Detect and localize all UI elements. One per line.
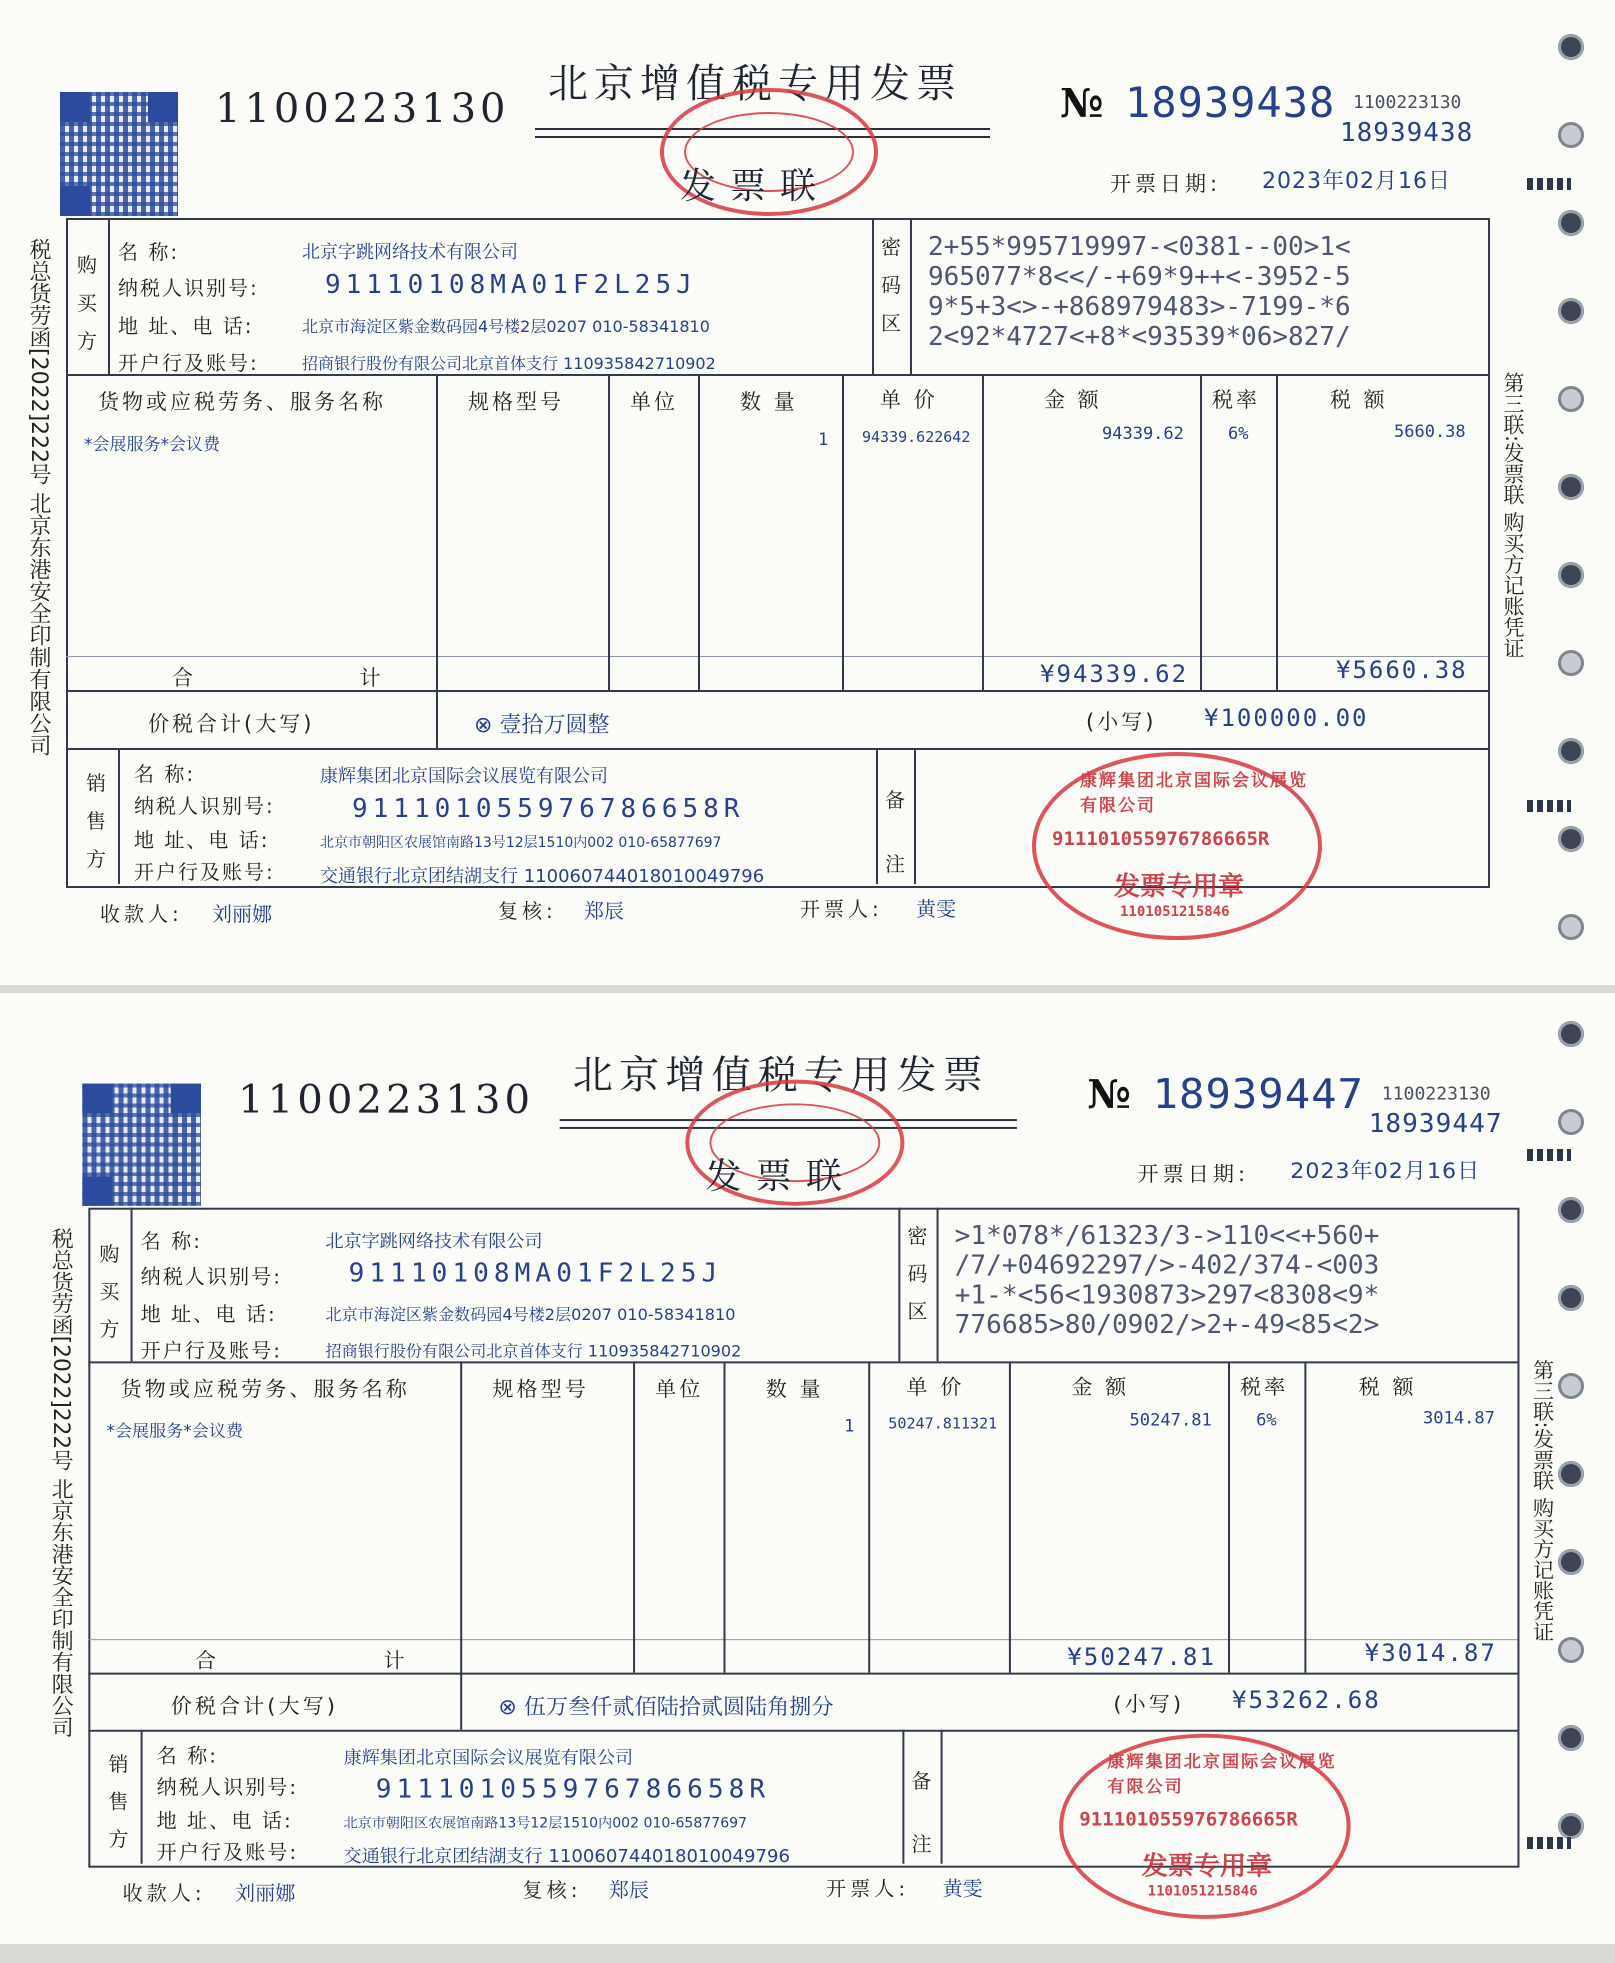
col-divider bbox=[982, 374, 984, 690]
col-header-spec: 规格型号 bbox=[492, 1377, 589, 1401]
cipher-section-label: 密码区 bbox=[881, 235, 901, 335]
invoice-2 bbox=[22, 993, 1615, 1963]
number-mark: № bbox=[1087, 1071, 1132, 1119]
seller-name: 康辉集团北京国际会议展览有限公司 bbox=[320, 766, 608, 787]
col-header-amount: 金 额 bbox=[1044, 388, 1102, 412]
payee-label: 收款人: bbox=[100, 902, 183, 926]
qr-code-icon bbox=[60, 92, 178, 216]
invoice-code: 1100223130 bbox=[238, 1077, 535, 1124]
col-divider bbox=[910, 218, 912, 374]
date-label: 开票日期: bbox=[1137, 1162, 1250, 1187]
total-small: ¥100000.00 bbox=[1204, 704, 1369, 732]
invoice-subtitle: 发票联 bbox=[705, 1156, 857, 1197]
item-tax-rate: 6% bbox=[1256, 1410, 1277, 1431]
item-qty: 1 bbox=[818, 430, 829, 450]
seal-bottom-code: 1101051215846 bbox=[1147, 1883, 1258, 1900]
cipher-text: 2+55*995719997-<0381--00>1< 965077*8<</-+69*9++<-3952-5 9*5+3<>-+868979483>-7199-*6 2<92*4727<+8*<93539*06>827/ bbox=[928, 232, 1351, 352]
seal-company-name: 康辉集团北京国际会议展览有限公司 bbox=[1107, 1752, 1337, 1797]
issue-date: 2023年02月16日 bbox=[1262, 169, 1451, 194]
col-divider bbox=[1304, 1361, 1306, 1672]
printer-note: 税总货劳函[2022]222号 北京东港安全印制有限公司 bbox=[48, 1227, 74, 1738]
buyer-section-label: 购买方 bbox=[99, 1242, 120, 1341]
col-divider bbox=[698, 374, 700, 690]
side-invoice-code: 1100223130 bbox=[1353, 92, 1462, 113]
cipher-text: >1*078*/61323/3->110<<+560+ /7/+04692297/>-402/374-<003 +1-*<56<1930873>297<8308<9* 776685>80/0902/>2+-49<85<2> bbox=[954, 1221, 1380, 1340]
buyer-bank-label: 开户行及账号: bbox=[118, 351, 259, 375]
buyer-bank-account: 招商银行股份有限公司北京首体支行 110935842710902 bbox=[302, 354, 716, 373]
seller-bank-account: 交通银行北京团结湖支行 110060744018010049796 bbox=[320, 866, 765, 887]
row-divider bbox=[66, 374, 1488, 376]
seller-address-label: 地 址、电 话: bbox=[134, 828, 270, 852]
col-divider bbox=[436, 690, 438, 748]
row-divider bbox=[88, 1639, 1517, 1640]
col-header-qty: 数 量 bbox=[740, 390, 798, 414]
buyer-tax-id: 91110108MA01F2L25J bbox=[348, 1258, 723, 1289]
number-mark: № bbox=[1060, 80, 1104, 127]
col-divider bbox=[1009, 1361, 1011, 1672]
col-divider bbox=[1228, 1361, 1230, 1672]
col-header-tax: 税 额 bbox=[1330, 388, 1388, 412]
col-header-spec: 规格型号 bbox=[468, 390, 564, 414]
item-tax-amount: 3014.87 bbox=[1422, 1408, 1495, 1429]
buyer-name-label: 名 称: bbox=[118, 240, 180, 264]
col-divider bbox=[1276, 374, 1278, 690]
row-divider bbox=[88, 1361, 1517, 1363]
invoice-number: 18939438 bbox=[1125, 78, 1336, 127]
row-divider bbox=[88, 1730, 1517, 1732]
total-label: 合 计 bbox=[172, 666, 461, 690]
words-label: 价税合计(大写) bbox=[170, 1694, 338, 1718]
buyer-taxid-label: 纳税人识别号: bbox=[140, 1264, 283, 1289]
seller-bank-account: 交通银行北京团结湖支行 110060744018010049796 bbox=[343, 1846, 791, 1867]
item-unit-price: 94339.622642 bbox=[862, 428, 971, 446]
total-words-text: 壹拾万圆整 bbox=[499, 713, 610, 738]
drawer-label: 开票人: bbox=[826, 1876, 910, 1901]
payee: 刘丽娜 bbox=[212, 902, 272, 926]
words-label: 价税合计(大写) bbox=[148, 712, 315, 736]
row-divider bbox=[66, 656, 1488, 657]
total-words: ⊗ 壹拾万圆整 bbox=[474, 713, 610, 738]
col-divider bbox=[914, 748, 916, 884]
drawer: 黄雯 bbox=[916, 897, 956, 921]
seller-name-label: 名 称: bbox=[134, 762, 196, 786]
seal-company-name: 康辉集团北京国际会议展览有限公司 bbox=[1080, 771, 1308, 816]
company-invoice-seal bbox=[1059, 1734, 1350, 1919]
total-tax: ¥5660.38 bbox=[1336, 656, 1468, 684]
invoice-code: 1100223130 bbox=[215, 86, 510, 132]
item-tax-amount: 5660.38 bbox=[1394, 422, 1466, 442]
buyer-bank-account: 招商银行股份有限公司北京首体支行 110935842710902 bbox=[325, 1341, 742, 1361]
col-divider bbox=[723, 1361, 725, 1672]
remarks-label: 备注 bbox=[885, 788, 905, 876]
col-divider bbox=[608, 374, 610, 690]
buyer-tax-id: 91110108MA01F2L25J bbox=[325, 270, 697, 300]
col-divider bbox=[842, 374, 844, 690]
seller-address-label: 地 址、电 话: bbox=[156, 1808, 293, 1833]
seal-label: 发票专用章 bbox=[1114, 872, 1245, 902]
col-divider bbox=[902, 1730, 904, 1864]
seller-address-phone: 北京市朝阳区农展馆南路13号12层1510内002 010-65877697 bbox=[320, 835, 722, 851]
col-divider bbox=[876, 748, 878, 884]
reviewer-label: 复核: bbox=[522, 1878, 582, 1903]
invoice-title: 北京增值税专用发票 bbox=[572, 1053, 989, 1099]
total-label: 合 计 bbox=[194, 1649, 485, 1673]
buyer-address-phone: 北京市海淀区紫金数码园4号楼2层0207 010-58341810 bbox=[302, 317, 710, 336]
small-label: (小写) bbox=[1113, 1692, 1185, 1716]
seller-name-label: 名 称: bbox=[156, 1743, 219, 1768]
buyer-name: 北京字跳网络技术有限公司 bbox=[302, 242, 518, 263]
invoice-number: 18939447 bbox=[1152, 1069, 1364, 1119]
col-divider bbox=[1200, 374, 1202, 690]
col-divider bbox=[460, 1673, 462, 1730]
total-amount: ¥50247.81 bbox=[1067, 1643, 1216, 1671]
seal-bottom-code: 1101051215846 bbox=[1120, 904, 1230, 920]
seller-taxid-label: 纳税人识别号: bbox=[156, 1775, 299, 1799]
seal-tax-id: 911101055976786665R bbox=[1079, 1808, 1298, 1831]
col-divider bbox=[937, 1208, 939, 1362]
reviewer: 郑辰 bbox=[584, 899, 624, 923]
col-divider bbox=[633, 1361, 635, 1672]
seller-tax-id: 911101055976786658R bbox=[375, 1775, 771, 1805]
col-divider bbox=[941, 1730, 943, 1864]
seal-label: 发票专用章 bbox=[1141, 1851, 1273, 1882]
col-divider bbox=[460, 1361, 462, 1672]
total-tax: ¥3014.87 bbox=[1364, 1639, 1497, 1667]
payee: 刘丽娜 bbox=[235, 1881, 296, 1906]
buyer-taxid-label: 纳税人识别号: bbox=[118, 276, 259, 300]
drawer-label: 开票人: bbox=[800, 897, 883, 921]
total-small: ¥53262.68 bbox=[1232, 1686, 1381, 1715]
total-words: ⊗ 伍万叁仟贰佰陆拾贰圆陆角捌分 bbox=[498, 1695, 834, 1720]
cipher-section-label: 密码区 bbox=[907, 1224, 928, 1323]
item-name: *会展服务*会议费 bbox=[106, 1421, 244, 1442]
item-unit-price: 50247.811321 bbox=[888, 1414, 998, 1433]
company-invoice-seal bbox=[1032, 752, 1322, 940]
seller-tax-id: 911101055976786658R bbox=[352, 794, 745, 824]
remarks-label: 备注 bbox=[911, 1769, 932, 1856]
buyer-address-phone: 北京市海淀区紫金数码园4号楼2层0207 010-58341810 bbox=[325, 1305, 736, 1324]
col-header-qty: 数 量 bbox=[765, 1377, 824, 1401]
col-divider bbox=[108, 218, 110, 374]
side-invoice-code: 1100223130 bbox=[1381, 1083, 1491, 1105]
small-label: (小写) bbox=[1086, 710, 1157, 734]
buyer-bank-label: 开户行及账号: bbox=[140, 1338, 283, 1363]
row-divider bbox=[66, 748, 1488, 750]
payee-label: 收款人: bbox=[122, 1881, 206, 1906]
col-divider bbox=[898, 1208, 900, 1362]
col-header-name: 货物或应税劳务、服务名称 bbox=[120, 1377, 410, 1401]
col-header-tax: 税 额 bbox=[1358, 1375, 1417, 1399]
col-header-rate: 税率 bbox=[1240, 1375, 1289, 1399]
seller-section-label: 销售方 bbox=[86, 771, 106, 871]
seller-taxid-label: 纳税人识别号: bbox=[134, 794, 275, 818]
invoice-subtitle: 发票联 bbox=[680, 166, 831, 207]
seller-section-label: 销售方 bbox=[108, 1752, 129, 1851]
col-divider bbox=[131, 1208, 133, 1362]
col-header-unit: 单位 bbox=[630, 390, 678, 414]
seller-bank-label: 开户行及账号: bbox=[134, 860, 275, 884]
col-divider bbox=[868, 1361, 870, 1672]
item-name: *会展服务*会议费 bbox=[84, 435, 220, 455]
reviewer-label: 复核: bbox=[498, 899, 557, 923]
item-tax-rate: 6% bbox=[1228, 424, 1249, 444]
col-header-rate: 税率 bbox=[1212, 388, 1260, 412]
item-qty: 1 bbox=[844, 1416, 855, 1437]
seal-tax-id: 911101055976786665R bbox=[1052, 828, 1270, 850]
col-header-amount: 金 额 bbox=[1071, 1375, 1130, 1399]
seller-bank-label: 开户行及账号: bbox=[156, 1840, 299, 1864]
invoice-title: 北京增值税专用发票 bbox=[548, 61, 962, 107]
item-amount: 50247.81 bbox=[1129, 1410, 1212, 1431]
side-invoice-number: 18939438 bbox=[1340, 118, 1474, 148]
date-label: 开票日期: bbox=[1110, 172, 1222, 196]
seller-address-phone: 北京市朝阳区农展馆南路13号12层1510内002 010-65877697 bbox=[343, 1815, 748, 1832]
col-divider bbox=[118, 748, 120, 884]
total-amount: ¥94339.62 bbox=[1040, 660, 1189, 688]
col-divider bbox=[141, 1730, 143, 1864]
copy-note: 第三联:发票联 购买方记账凭证 bbox=[1501, 372, 1525, 659]
buyer-section-label: 购买方 bbox=[77, 253, 97, 353]
col-header-unit: 单位 bbox=[655, 1377, 704, 1401]
col-divider bbox=[872, 218, 874, 374]
col-header-price: 单 价 bbox=[906, 1375, 965, 1399]
seller-name: 康辉集团北京国际会议展览有限公司 bbox=[343, 1747, 634, 1769]
item-amount: 94339.62 bbox=[1102, 424, 1184, 444]
buyer-name-label: 名 称: bbox=[140, 1229, 203, 1254]
issue-date: 2023年02月16日 bbox=[1290, 1159, 1481, 1185]
total-words-text: 伍万叁仟贰佰陆拾贰圆陆角捌分 bbox=[523, 1695, 834, 1720]
col-header-name: 货物或应税劳务、服务名称 bbox=[98, 390, 386, 414]
reviewer: 郑辰 bbox=[608, 1878, 650, 1903]
drawer: 黄雯 bbox=[942, 1876, 983, 1901]
buyer-address-label: 地 址、电 话: bbox=[118, 314, 254, 338]
buyer-address-label: 地 址、电 话: bbox=[140, 1302, 277, 1326]
col-header-price: 单 价 bbox=[880, 388, 938, 412]
qr-code-icon bbox=[82, 1084, 201, 1206]
printer-note: 税总货劳函[2022]222号 北京东港安全印制有限公司 bbox=[26, 238, 51, 757]
side-invoice-number: 18939447 bbox=[1368, 1109, 1503, 1139]
invoice-sheet-2 bbox=[0, 993, 1615, 1944]
buyer-name: 北京字跳网络技术有限公司 bbox=[325, 1231, 543, 1253]
copy-note: 第三联:发票联 购买方记账凭证 bbox=[1530, 1359, 1555, 1642]
col-divider bbox=[436, 374, 438, 690]
